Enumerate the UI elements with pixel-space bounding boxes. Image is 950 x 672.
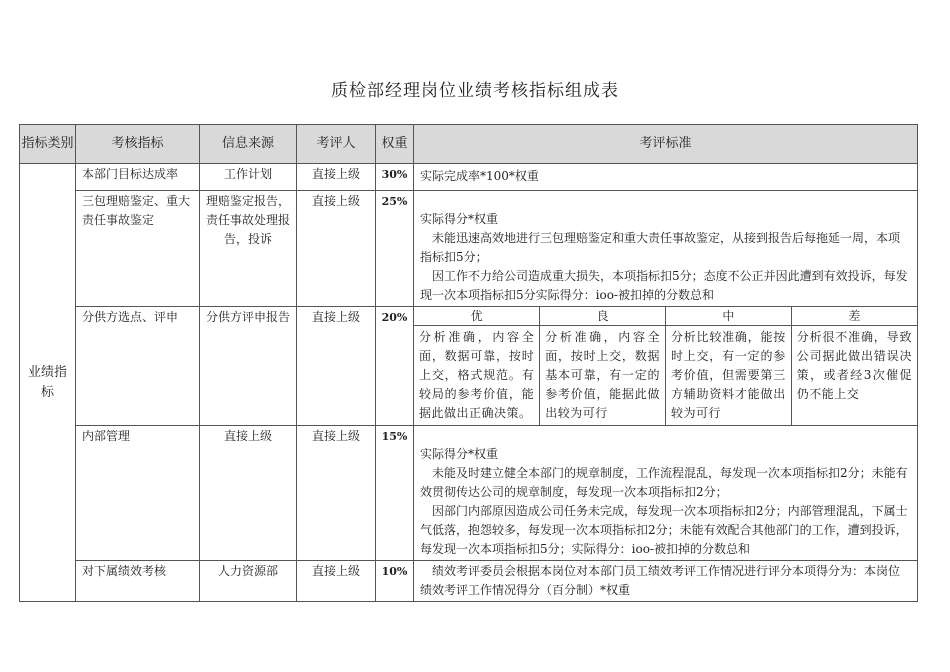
standard-cell — [414, 426, 918, 561]
category-cell — [20, 164, 76, 602]
standard-text: 实际得分*权重 — [420, 447, 499, 461]
grade-text-average: 分析比较准确，能按时上交，有一定的参考价值，但需要第三方辅助资料才能做出较为可行 — [666, 326, 792, 426]
indicator-cell: 本部门目标达成率 — [76, 164, 200, 191]
category-label: 业绩指标 — [28, 364, 68, 400]
reviewer-cell: 直接上级 — [297, 426, 376, 561]
grade-text-poor: 分析很不准确，导致公司据此做出错误决策，或者经3次催促仍不能上交 — [791, 326, 917, 426]
assessment-table — [19, 124, 918, 602]
standard-text: 绩效考评委员会根据本岗位对本部门员工绩效考评工作情况进行评分本项得分为：本岗位绩效考评工作情况得分（百分制）*权重 — [420, 564, 901, 597]
grades-cell — [414, 307, 918, 426]
weight-cell: 15% — [376, 426, 414, 561]
grades-table — [414, 307, 917, 425]
standard-text: 实际完成率*100*权重 — [420, 169, 539, 183]
standard-text: 未能及时建立健全本部门的规章制度，工作流程混乱，每发现一次本项指标扣2分；未能有效贯彻传达公司的规章制度，每发现一次本项指标扣2分； — [420, 466, 908, 499]
standard-text: 未能迅速高效地进行三包理赔鉴定和重大责任事故鉴定，从接到报告后每拖延一周，本项指标扣5分； — [420, 231, 901, 264]
grade-label-good: 良 — [540, 307, 666, 326]
weight-cell: 30% — [376, 164, 414, 191]
weight-cell: 25% — [376, 191, 414, 307]
reviewer-cell: 直接上级 — [297, 191, 376, 307]
standard-text: 因工作不力给公司造成重大损失，本项指标扣5分；态度不公正并因此遭到有效投诉，每发现一次本项指标扣5分实际得分：ioo-被扣掉的分数总和 — [420, 269, 908, 302]
header-standard: 考评标准 — [414, 125, 918, 164]
grades-content-row — [414, 326, 917, 426]
standard-text: 因部门内部原因造成公司任务未完成，每发现一次本项指标扣2分；内部管理混乱，下属士气低落，抱怨较多，每发现一次本项指标扣2分；未能有效配合其他部门的工作，遭到投诉，每发现一次本项指标扣5分；实际得分：ioo-被扣掉的分数总和 — [420, 504, 908, 556]
standard-cell — [414, 561, 918, 602]
table-row — [20, 191, 918, 307]
indicator-cell: 分供方选点、评申 — [76, 307, 200, 426]
grade-label-average: 中 — [666, 307, 792, 326]
header-category: 指标类别 — [20, 125, 76, 164]
header-reviewer: 考评人 — [297, 125, 376, 164]
source-cell: 人力资源部 — [200, 561, 297, 602]
standard-cell — [414, 164, 918, 191]
table-row — [20, 426, 918, 561]
indicator-cell: 对下属绩效考核 — [76, 561, 200, 602]
standard-text: 实际得分*权重 — [420, 212, 499, 226]
indicator-cell: 三包理赔鉴定、重大责任事故鉴定 — [76, 191, 200, 307]
reviewer-cell: 直接上级 — [297, 164, 376, 191]
page-title: 质检部经理岗位业绩考核指标组成表 — [331, 81, 619, 101]
grade-label-excellent: 优 — [414, 307, 540, 326]
weight-cell: 20% — [376, 307, 414, 426]
standard-cell — [414, 191, 918, 307]
grade-text-excellent: 分析准确，内容全面，数据可靠，按时上交，格式规范。有较局的参考价值，能据此做出正确决策。 — [414, 326, 540, 426]
indicator-cell: 内部管理 — [76, 426, 200, 561]
weight-cell: 10% — [376, 561, 414, 602]
grades-header-row — [414, 307, 917, 326]
source-cell: 工作计划 — [200, 164, 297, 191]
reviewer-cell: 直接上级 — [297, 307, 376, 426]
grade-text-good: 分析准确，内容全面，按时上交，数据基本可靠，有一定的参考价值，能据此做出较为可行 — [540, 326, 666, 426]
source-cell: 分供方评申报告 — [200, 307, 297, 426]
table-row — [20, 561, 918, 602]
header-row — [20, 125, 918, 164]
header-indicator: 考核指标 — [76, 125, 200, 164]
header-weight: 权重 — [376, 125, 414, 164]
source-cell: 直接上级 — [200, 426, 297, 561]
source-cell: 理赔鉴定报告，责任事故处理报告，投诉 — [200, 191, 297, 307]
grade-label-poor: 差 — [791, 307, 917, 326]
header-source: 信息来源 — [200, 125, 297, 164]
table-row — [20, 307, 918, 426]
reviewer-cell: 直接上级 — [297, 561, 376, 602]
table-row — [20, 164, 918, 191]
